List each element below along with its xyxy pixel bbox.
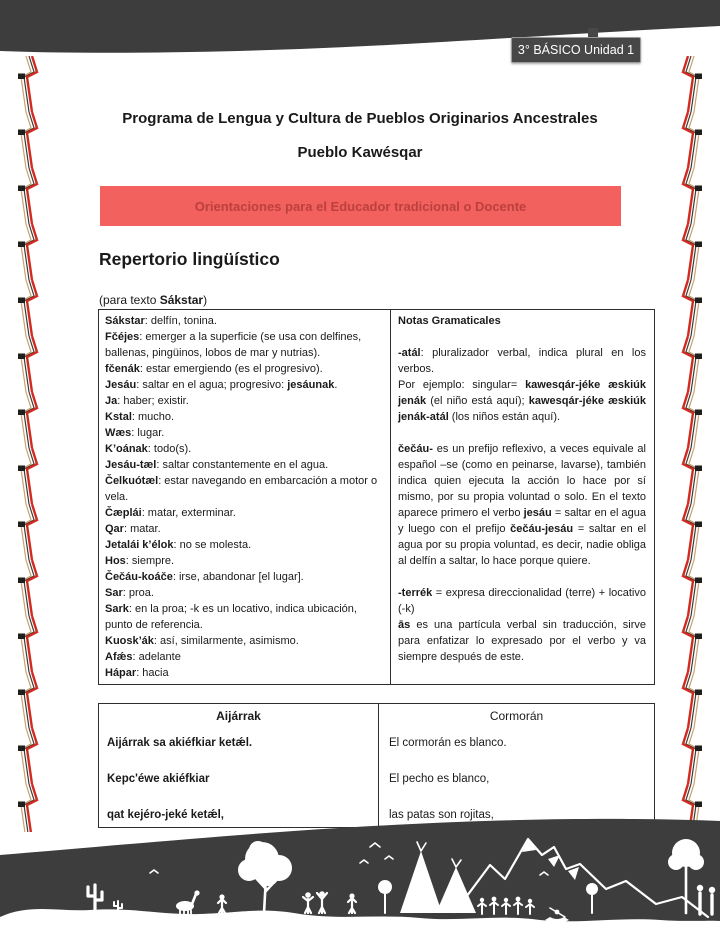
kawesqar-lines [107,736,370,827]
vocab-entry: Hápar: hacia [105,667,169,679]
kawesqar-column [99,704,379,827]
vocab-entry: Čečáu-koáče: irse, abandonar [el lugar]. [105,571,304,583]
vocab-entry: Fčéjes: emerger a la superficie (se usa con delfines, ballenas, pingüinos, lobos de mar y nutrias). [105,331,362,359]
vocab-entry: Sark: en la proa; -k es un locativo, indica ubicación, punto de referencia. [105,603,357,631]
vocab-entry: Afǽs: adelante [105,651,181,663]
spanish-column [379,704,654,827]
grammar-notes-cell [391,310,654,684]
kawesqar-line: Aijárrak sa akiéfkiar ketǽl. [107,737,253,749]
kawesqar-line: Kepc'éwe akiéfkiar [107,773,210,785]
grammar-note-line: -terrék = expresa direccionalidad (terre) + locativo (-k) [398,587,646,615]
vocab-entry: Jesáu-tæl: saltar constantemente en el agua. [105,459,329,471]
song-translation-table [98,703,655,828]
grammar-note-line: ās es una partícula verbal sin traducción, sirve para enfatizar lo expresado por el verbo y va siempre después de este. [398,619,646,663]
grammar-note-line: Notas Gramaticales [398,315,501,327]
spanish-column-header: Cormorán [489,709,544,723]
program-title: Programa de Lengua y Cultura de Pueblos Originarios Ancestrales [122,110,598,127]
vocab-entry: Sar: proa. [105,587,154,599]
grammar-note-line: Por ejemplo: singular= kawesqár-jéke æskiúk jenák (el niño está aquí); kawesqár-jéke æskiúk jenák-atál (los niños están aquí). [398,379,646,423]
section-heading: Repertorio lingüístico [99,249,280,269]
table-caption: (para texto Sákstar) [99,293,208,307]
vocab-entry: Qar: matar. [105,523,161,535]
vocab-entry: fčenák: estar emergiendo (es el progresivo). [105,363,323,375]
vocab-entry: Hos: siempre. [105,555,175,567]
vocab-entry: Kstal: mucho. [105,411,175,423]
vocab-entry: Kuosk’ák: así, similarmente, asimismo. [105,635,299,647]
orientation-banner-label: Orientaciones para el Educador tradicional o Docente [194,198,527,214]
vocab-entry: Jetalái k’élok: no se molesta. [105,539,252,551]
spanish-line: El cormorán es blanco. [389,737,507,749]
footer-silhouette-art [0,817,720,932]
grammar-note-line: -atál: pluralizador verbal, indica plural en los verbos. [398,347,646,375]
spanish-line: El pecho es blanco, [389,773,490,785]
vocab-entry: Sákstar: delfín, tonina. [105,315,217,327]
unit-badge [511,37,641,63]
grammar-note-line [398,425,646,441]
vocab-entry: Čæplái: matar, exterminar. [105,507,236,519]
vocab-grammar-table [98,309,655,685]
vocab-entry: Jesáu: saltar en el agua; progresivo: jesáunak. [105,379,338,391]
pueblo-title: Pueblo Kawésqar [297,144,423,161]
orientation-banner [100,186,621,226]
kawesqar-column-header: Aijárrak [216,709,261,723]
spanish-line: las patas son rojitas, [389,809,494,821]
vocab-cell [99,310,391,684]
grammar-note-line: čečáu- es un prefijo reflexivo, a veces equivale al español –se (como en peinarse, lavarse), también indica quien ejecuta la acción lo hace por sí mismo, por su propia voluntad o solo. En el texto aparece primero el verbo jesáu = saltar en el agua y luego con el prefijo čečáu-jesáu = saltar en el agua por su propia voluntad, es decir, nadie obliga al delfín a saltar, lo hace porque quiere. [398,443,647,567]
right-border-ornament [670,56,706,832]
vocab-entry: Wæs: lugar. [105,427,165,439]
vocab-entry: Čelkuótæl: estar navegando en embarcación a motor o vela. [105,475,378,503]
vocab-entry: K’oának: todo(s). [105,443,192,455]
grammar-note-line [398,329,646,345]
grammar-note-line [398,569,646,585]
spanish-lines [389,736,644,827]
unit-badge-label: 3° BÁSICO Unidad 1 [517,43,635,57]
left-border-ornament [14,56,50,832]
vocab-entry: Ja: haber; existir. [105,395,189,407]
kawesqar-line: qat kejéro-jeké ketǽl, [107,809,224,821]
